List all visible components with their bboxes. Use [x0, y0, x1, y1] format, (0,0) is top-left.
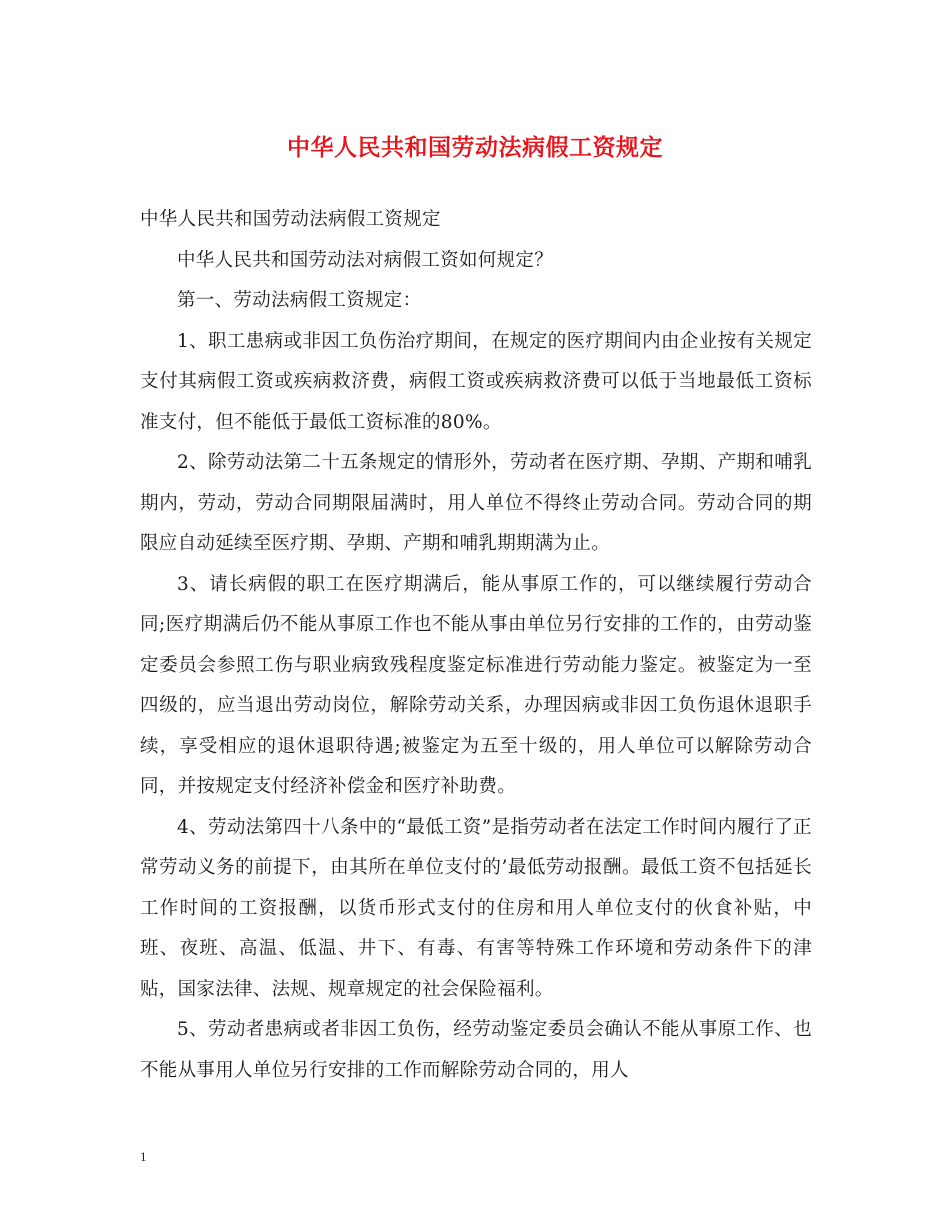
body-paragraph: 中华人民共和国劳动法对病假工资如何规定？ — [177, 249, 554, 271]
body-paragraph: 1、职工患病或非因工负伤治疗期间，在规定的医疗期间内由企业按有关规定支付其病假工资或疾病救济费，病假工资或疾病救济费可以低于当地最低工资标准支付，但不能低于最低工资标准的80%。 — [140, 330, 812, 433]
body-paragraph: 4、劳动法第四十八条中的“最低工资”是指劳动者在法定工作时间内履行了正常劳动义务的前提下，由其所在单位支付的’最低劳动报酬。最低工资不包括延长工作时间的工资报酬，以货币形式支付的住房和用人单位支付的伙食补贴，中班、夜班、高温、低温、井下、有毒、有害等特殊工作环境和劳动条件下的津贴，国家法律、法规、规章规定的社会保险福利。 — [140, 816, 812, 1000]
body-paragraph: 5、劳动者患病或者非因工负伤，经劳动鉴定委员会确认不能从事原工作、也不能从事用人单位另行安排的工作而解除劳动合同的，用人 — [140, 1019, 812, 1081]
document-title: 中华人民共和国劳动法病假工资规定 — [287, 134, 663, 161]
document-body — [140, 200, 812, 1091]
body-paragraph: 第一、劳动法病假工资规定： — [177, 290, 422, 311]
body-paragraph: 2、除劳动法第二十五条规定的情形外，劳动者在医疗期、孕期、产期和哺乳期内，劳动，劳动合同期限届满时，用人单位不得终止劳动合同。劳动合同的期限应自动延续至医疗期、孕期、产期和哺乳期期满为止。 — [140, 452, 812, 554]
page-number: 1 — [140, 1149, 147, 1164]
body-paragraph: 3、请长病假的职工在医疗期满后，能从事原工作的，可以继续履行劳动合同;医疗期满后仍不能从事原工作也不能从事由单位另行安排的工作的，由劳动鉴定委员会参照工伤与职业病致残程度鉴定标准进行劳动能力鉴定。被鉴定为一至四级的，应当退出劳动岗位，解除劳动关系，办理因病或非因工负伤退休退职手续，享受相应的退休退职待遇;被鉴定为五至十级的，用人单位可以解除劳动合同，并按规定支付经济补偿金和医疗补助费。 — [140, 573, 812, 797]
body-paragraph: 中华人民共和国劳动法病假工资规定 — [140, 209, 441, 230]
